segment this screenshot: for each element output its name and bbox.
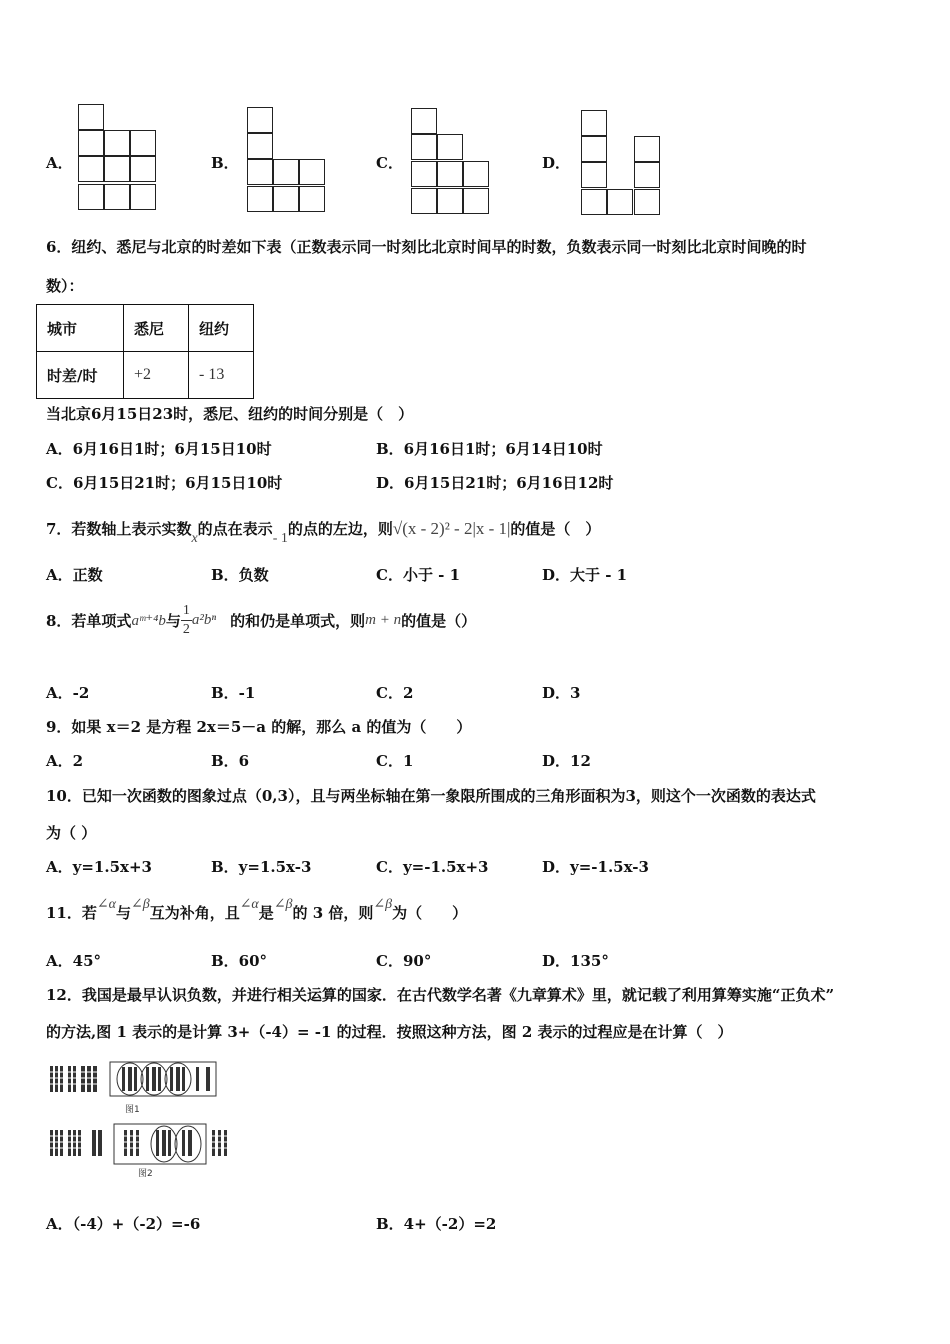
q12-option-b[interactable]: B．4+（-2）=2: [376, 1215, 497, 1233]
q11-suffix: 为（ ）: [392, 904, 468, 922]
q8-prefix: 8．若单项式: [46, 612, 132, 630]
q9-option-c[interactable]: C．1: [376, 752, 414, 770]
q11-option-a[interactable]: A．45°: [46, 952, 102, 970]
q9-option-b[interactable]: B．6: [211, 752, 250, 770]
q5-option-c-label[interactable]: C．: [376, 154, 403, 172]
q8-stem: [46, 602, 476, 639]
q8-fraction: [181, 602, 192, 639]
q11-option-d[interactable]: D．135°: [542, 952, 609, 970]
q7-mid2: 的点的左边，则: [287, 520, 393, 538]
q11-alpha-2: ∠α: [239, 897, 259, 912]
table-header-city: 城市: [37, 305, 124, 352]
q6-option-b[interactable]: B．6月16日1时；6月14日10时: [376, 440, 603, 458]
q5-option-a-label[interactable]: A．: [46, 154, 73, 172]
counting-rods-figure-2: [46, 1122, 236, 1172]
q8-monomial-1: aᵐ⁺⁴b: [131, 613, 166, 629]
q7-mid: 的点在表示: [197, 520, 273, 538]
q11-beta-2: ∠β: [273, 897, 293, 912]
q8-frac-den: 2: [182, 622, 190, 637]
q7-option-c[interactable]: C．小于 - 1: [376, 566, 461, 584]
q12-stem-cont: 的方法,图 1 表示的是计算 3+（-4）= -1 的过程．按照这种方法，图 2 表示的过程应是在计算（ ）: [46, 1023, 733, 1041]
table-header-row: [37, 305, 254, 352]
table-header-newyork: 纽约: [189, 305, 254, 352]
q7-neg-one: - 1: [272, 531, 288, 546]
q11-with: 与: [115, 904, 131, 922]
q8-suffix: 的值是（）: [401, 612, 477, 630]
q8-sum: m + n: [365, 612, 402, 628]
q9-option-d[interactable]: D．12: [542, 752, 591, 770]
q11-prefix: 11．若: [46, 904, 97, 922]
q7-option-a[interactable]: A．正数: [46, 566, 103, 584]
q11-option-c[interactable]: C．90°: [376, 952, 432, 970]
q8-mid: 的和仍是单项式，则: [230, 612, 366, 630]
q10-stem: 10．已知一次函数的图象过点（0,3），且与两坐标轴在第一象限所围成的三角形面积为3，则这个一次函数的表达式: [46, 787, 816, 805]
q8-option-c[interactable]: C．2: [376, 684, 414, 702]
q6-option-a[interactable]: A．6月16日1时；6月15日10时: [46, 440, 272, 458]
q6-option-c[interactable]: C．6月15日21时；6月15日10时: [46, 474, 283, 492]
figure-2-caption: 图2: [138, 1169, 153, 1179]
time-difference-table: [36, 304, 254, 399]
q10-option-b[interactable]: B．y=1.5x-3: [211, 858, 312, 876]
q6-option-d[interactable]: D．6月15日21时；6月16日12时: [376, 474, 614, 492]
q8-option-b[interactable]: B．-1: [211, 684, 256, 702]
q11-mid2: 的 3 倍，则: [292, 904, 374, 922]
table-cell-sydney: +2: [124, 352, 189, 399]
q11-option-b[interactable]: B．60°: [211, 952, 268, 970]
q9-stem: 9．如果 x＝2 是方程 2x＝5－a 的解，那么 a 的值为（ ）: [46, 718, 472, 736]
q12-option-a[interactable]: A．（-4）+（-2）=-6: [46, 1215, 201, 1233]
table-row: [37, 352, 254, 399]
q8-option-d[interactable]: D．3: [542, 684, 581, 702]
q10-option-a[interactable]: A．y=1.5x+3: [46, 858, 152, 876]
q6-question: 当北京6月15日23时，悉尼、纽约的时间分别是（ ）: [46, 405, 414, 423]
q7-option-d[interactable]: D．大于 - 1: [542, 566, 628, 584]
table-header-sydney: 悉尼: [124, 305, 189, 352]
q7-suffix: 的值是（ ）: [510, 520, 601, 538]
q7-stem: [46, 518, 601, 546]
q5-option-b-label[interactable]: B．: [211, 154, 239, 172]
q8-monomial-2: a²bⁿ: [191, 612, 217, 628]
q11-beta: ∠β: [130, 897, 150, 912]
q11-beta-3: ∠β: [373, 897, 393, 912]
q11-is: 是: [258, 904, 274, 922]
q8-option-a[interactable]: A．-2: [46, 684, 90, 702]
q7-expression: √(x - 2)² - 2|x - 1|: [392, 519, 511, 538]
q7-var-x: x: [191, 531, 198, 546]
q10-option-c[interactable]: C．y=-1.5x+3: [376, 858, 489, 876]
q6-stem-cont: 数）：: [46, 277, 84, 295]
q11-mid: 互为补角，且: [149, 904, 240, 922]
q9-option-a[interactable]: A．2: [46, 752, 84, 770]
q6-stem: 6．纽约、悉尼与北京的时差如下表（正数表示同一时刻比北京时间早的时数，负数表示同一时刻比北京时间晚的时: [46, 238, 807, 256]
q12-stem: 12．我国是最早认识负数，并进行相关运算的国家．在古代数学名著《九章算术》里，就记载了利用算筹实施“正负术”: [46, 986, 835, 1004]
table-row-label: 时差/时: [37, 352, 124, 399]
q10-stem-cont: 为（ ）: [46, 824, 97, 842]
q5-option-d-label[interactable]: D．: [542, 154, 571, 172]
figure-1-caption: 图1: [125, 1105, 140, 1115]
q10-option-d[interactable]: D．y=-1.5x-3: [542, 858, 649, 876]
q8-with: 与: [165, 612, 181, 630]
table-cell-newyork: - 13: [189, 352, 254, 399]
q7-option-b[interactable]: B．负数: [211, 566, 269, 584]
q11-alpha: ∠α: [96, 897, 116, 912]
q7-prefix: 7．若数轴上表示实数: [46, 520, 192, 538]
q11-stem: [46, 897, 468, 923]
q8-frac-num: 1: [181, 602, 192, 621]
